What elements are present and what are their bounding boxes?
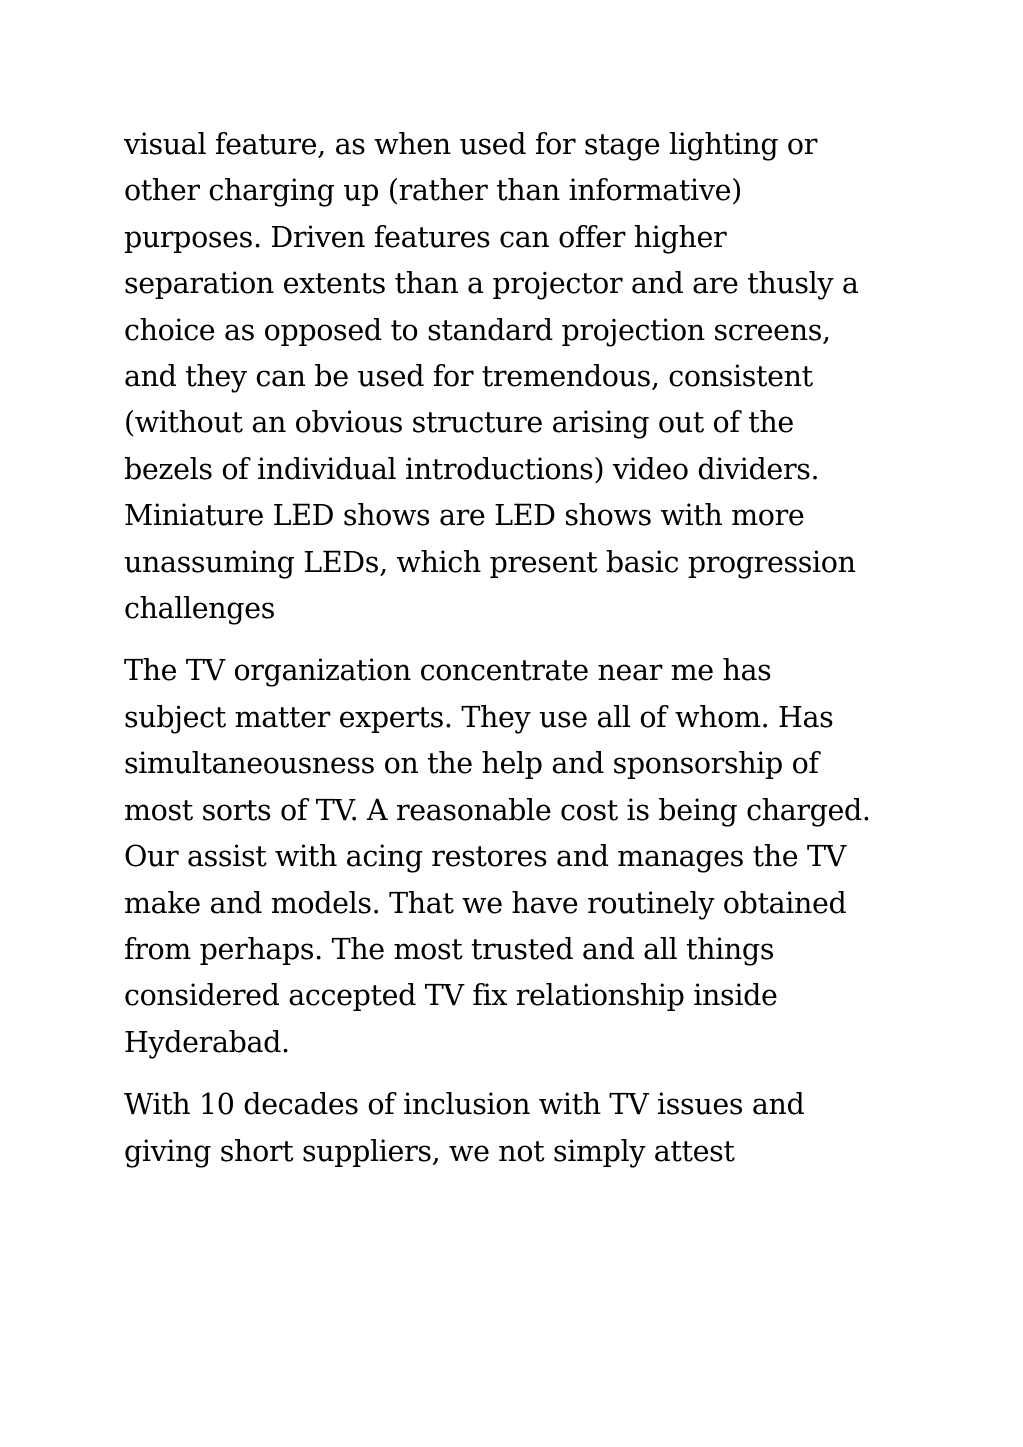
text-line: challenges [124, 592, 275, 626]
text-line: make and models. That we have routinely obtained [124, 886, 847, 920]
text-line: considered accepted TV fix relationship inside [124, 979, 778, 1013]
text-line: most sorts of TV. A reasonable cost is being charged. [124, 793, 871, 827]
text-line: separation extents than a projector and are thusly a [124, 267, 859, 301]
text-line: The TV organization concentrate near me has [124, 654, 772, 688]
text-line: Miniature LED shows are LED shows with more [124, 499, 805, 533]
text-line: choice as opposed to standard projection screens, [124, 313, 831, 347]
text-line: simultaneousness on the help and sponsorship of [124, 747, 819, 781]
text-line: other charging up (rather than informative) [124, 174, 742, 208]
text-line: from perhaps. The most trusted and all things [124, 932, 775, 966]
text-line: and they can be used for tremendous, consistent [124, 360, 813, 394]
text-line: purposes. Driven features can offer higher [124, 220, 727, 254]
text-line: Hyderabad. [124, 1025, 290, 1059]
text-line: (without an obvious structure arising out of the [124, 406, 794, 440]
document-body [124, 122, 924, 1191]
text-line: With 10 decades of inclusion with TV issues and [124, 1088, 805, 1122]
text-line: unassuming LEDs, which present basic progression [124, 545, 856, 579]
text-line: subject matter experts. They use all of whom. Has [124, 700, 834, 734]
paragraph-3 [124, 1082, 924, 1175]
text-line: Our assist with acing restores and manages the TV [124, 840, 846, 874]
text-line: bezels of individual introductions) video dividers. [124, 452, 820, 486]
text-line: visual feature, as when used for stage lighting or [124, 128, 818, 161]
paragraph-1 [124, 122, 924, 632]
paragraph-2 [124, 648, 924, 1066]
text-line: giving short suppliers, we not simply attest [124, 1134, 735, 1168]
